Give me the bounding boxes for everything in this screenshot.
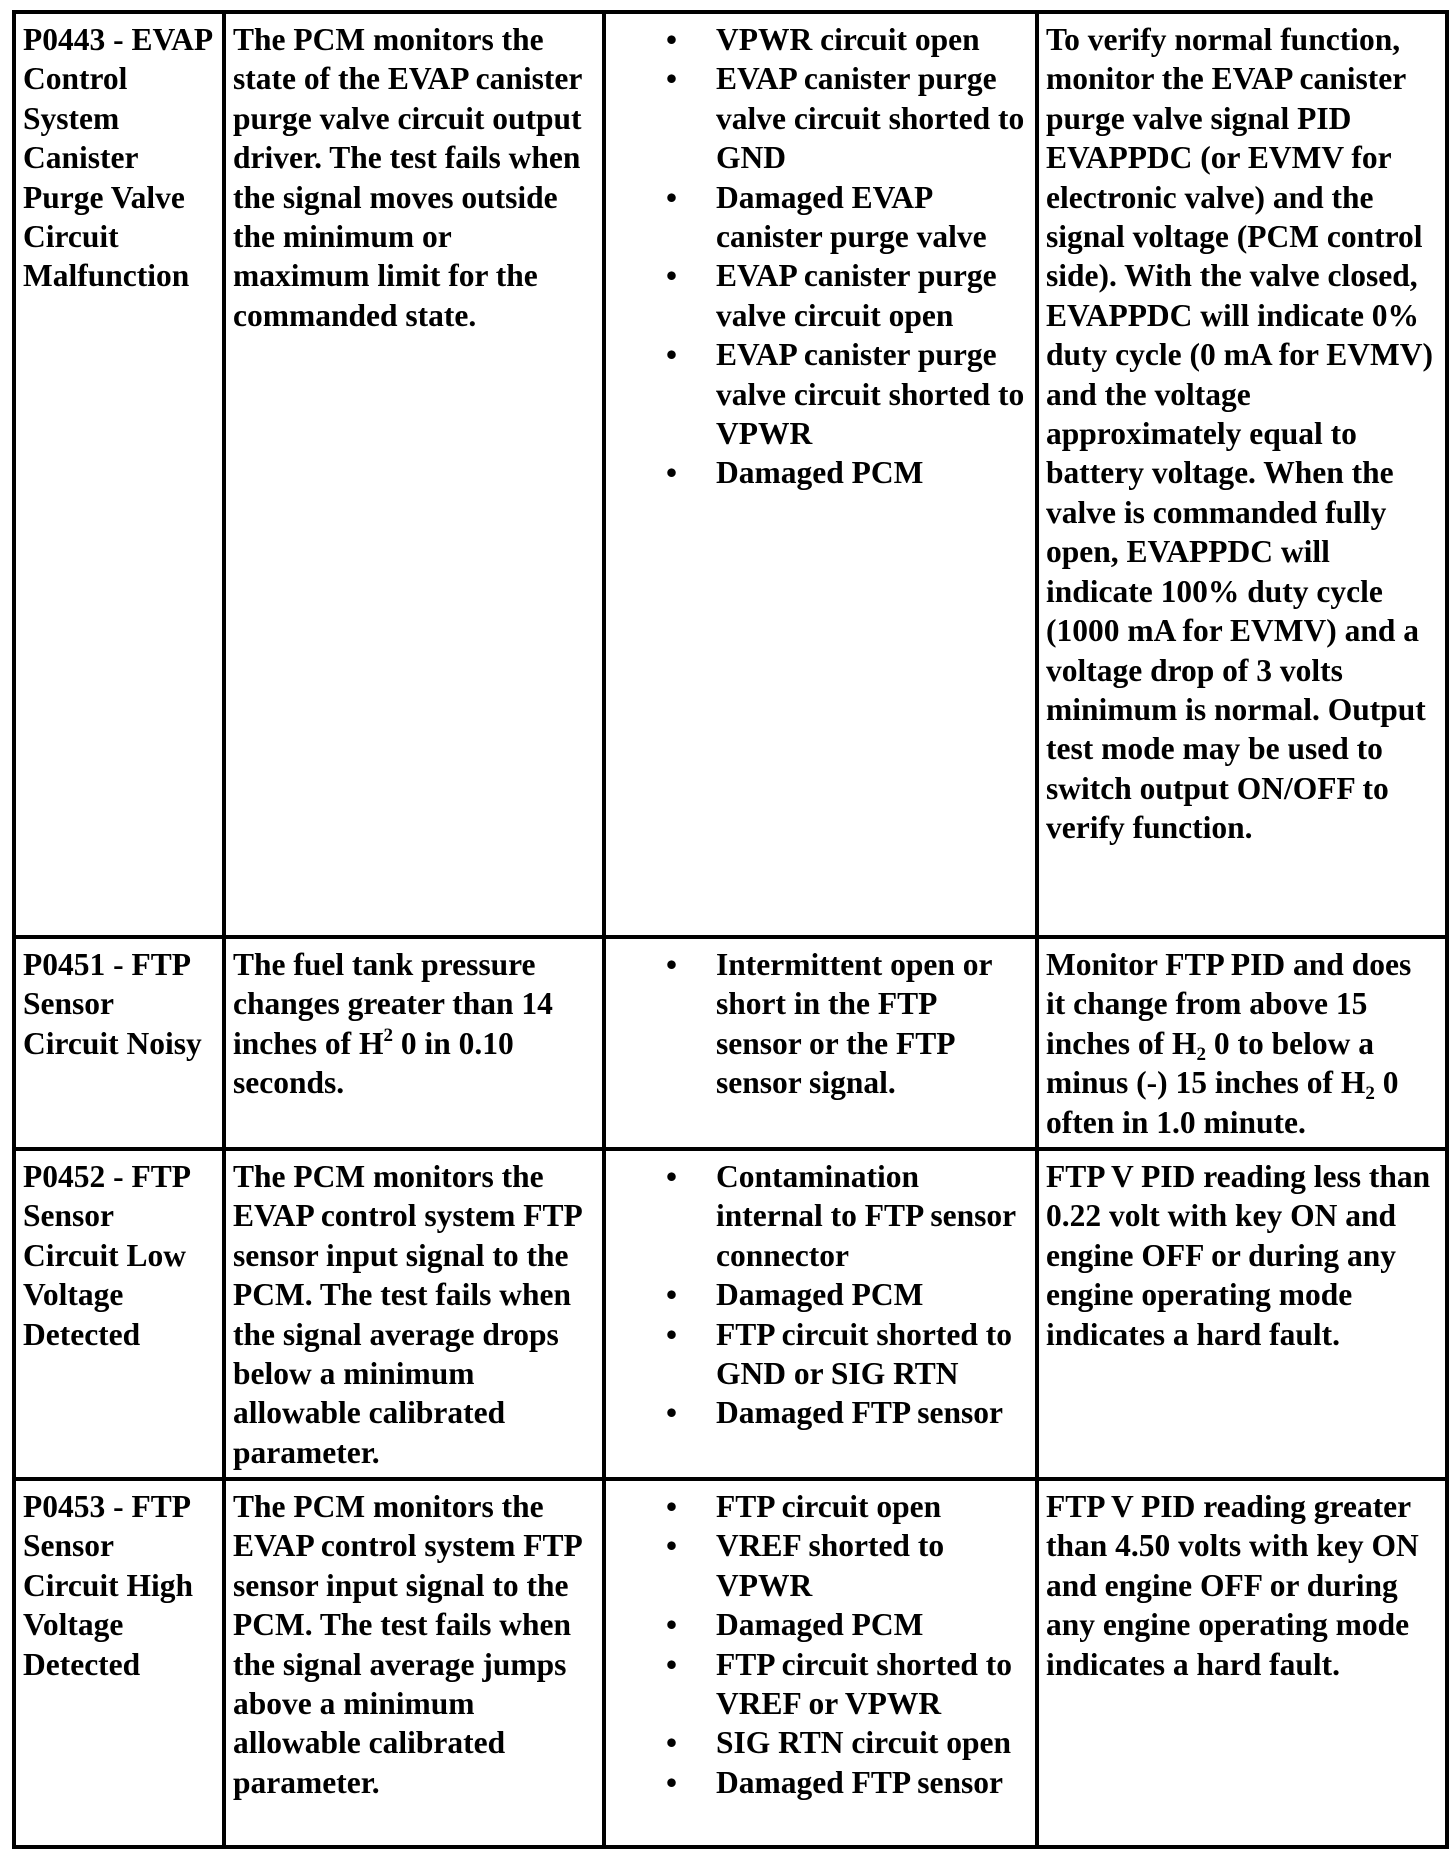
cause-item: • Damaged PCM	[716, 453, 1028, 492]
description-cell	[224, 937, 604, 1149]
diagnostic-action-cell	[1037, 1149, 1447, 1479]
cause-item: • Damaged FTP sensor	[716, 1763, 1028, 1802]
diagnostic-action-cell	[1037, 12, 1447, 937]
description-text	[233, 945, 595, 1103]
cause-item: • Damaged FTP sensor	[716, 1393, 1028, 1432]
dtc-code-cell	[14, 937, 224, 1149]
dtc-table	[12, 10, 1449, 1849]
cause-item: • VREF shorted to VPWR	[716, 1526, 1028, 1605]
cause-item: • FTP circuit open	[716, 1487, 1028, 1526]
cause-item: • FTP circuit shorted to GND or SIG RTN	[716, 1315, 1028, 1394]
diagnostic-action-cell	[1037, 1479, 1447, 1847]
table-row	[14, 1149, 1447, 1479]
dtc-code: P0452 - FTP Sensor Circuit Low Voltage Detected	[23, 1159, 190, 1352]
dtc-code: P0443 - EVAP Control System Canister Purge Valve Circuit Malfunction	[23, 22, 212, 294]
dtc-code: P0453 - FTP Sensor Circuit High Voltage Detected	[23, 1489, 194, 1682]
diagnostic-action-text: To verify normal function, monitor the EVAP canister purge valve signal PID EVAPPDC (or EVMV for electronic valve) and the signal voltage (PCM control side). With the valve closed, EVAPPDC will indicate 0% duty cycle (0 mA for EVMV) and the voltage approximately equal to battery voltage. When the valve is commanded fully open, EVAPPDC will indicate 100% duty cycle (1000 mA for EVMV) and a voltage drop of 3 volts minimum is normal. Output test mode may be used to switch output ON/OFF to verify function.	[1046, 22, 1433, 846]
description-cell	[224, 12, 604, 937]
dtc-code: P0451 - FTP Sensor Circuit Noisy	[23, 947, 202, 1061]
superscript-2: 2	[383, 1024, 394, 1046]
diagnostic-action-text: FTP V PID reading greater than 4.50 volts with key ON and engine OFF or during any engine operating mode indicates a hard fault.	[1046, 1489, 1419, 1682]
description-text-part: 0 in 0.10 seconds.	[233, 1025, 514, 1101]
cause-item: • FTP circuit shorted to VREF or VPWR	[716, 1645, 1028, 1724]
cause-item: • EVAP canister purge valve circuit open	[716, 256, 1028, 335]
description-text: The PCM monitors the state of the EVAP canister purge valve circuit output driver. The test fails when the signal moves outside the minimum or maximum limit for the commanded state.	[233, 22, 582, 333]
table-row	[14, 1479, 1447, 1847]
possible-causes-list	[606, 20, 1028, 493]
possible-causes-list	[606, 1157, 1028, 1433]
description-cell	[224, 1479, 604, 1847]
description-text: The PCM monitors the EVAP control system FTP sensor input signal to the PCM. The test fails when the signal average jumps above a minimum allowable calibrated parameter.	[233, 1489, 581, 1800]
cause-item: • Damaged PCM	[716, 1275, 1028, 1314]
action-text-part: 0 often in 1.0 minute.	[1046, 1065, 1399, 1140]
table-row	[14, 937, 1447, 1149]
possible-causes-cell	[604, 1479, 1037, 1847]
diagnostic-action-text	[1046, 945, 1438, 1142]
possible-causes-list	[606, 1487, 1028, 1802]
subscript-2: 2	[1196, 1043, 1207, 1065]
cause-item: • Damaged EVAP canister purge valve	[716, 178, 1028, 257]
cause-item: • EVAP canister purge valve circuit shorted to VPWR	[716, 335, 1028, 453]
possible-causes-cell	[604, 1149, 1037, 1479]
diagnostic-action-cell	[1037, 937, 1447, 1149]
possible-causes-cell	[604, 937, 1037, 1149]
possible-causes-list	[606, 945, 1028, 1103]
diagnostic-action-text: FTP V PID reading less than 0.22 volt with key ON and engine OFF or during any engine operating mode indicates a hard fault.	[1046, 1159, 1431, 1352]
action-text-part: 0 to below a minus (-) 15 inches of H	[1046, 1025, 1375, 1101]
subscript-2: 2	[1365, 1083, 1375, 1105]
dtc-code-cell	[14, 12, 224, 937]
cause-item: • SIG RTN circuit open	[716, 1723, 1028, 1762]
cause-item: • EVAP canister purge valve circuit shorted to GND	[716, 59, 1028, 177]
table-row	[14, 12, 1447, 937]
dtc-code-cell	[14, 1479, 224, 1847]
description-text: The PCM monitors the EVAP control system FTP sensor input signal to the PCM. The test fails when the signal average drops below a minimum allowable calibrated parameter.	[233, 1159, 581, 1470]
description-cell	[224, 1149, 604, 1479]
cause-item: • Damaged PCM	[716, 1605, 1028, 1644]
possible-causes-cell	[604, 12, 1037, 937]
action-text-part: Monitor FTP PID and does it change from above 15 inches of H	[1046, 947, 1412, 1061]
dtc-code-cell	[14, 1149, 224, 1479]
cause-item: • Contamination internal to FTP sensor connector	[716, 1157, 1028, 1275]
cause-item: • VPWR circuit open	[716, 20, 1028, 59]
description-text-part: The fuel tank pressure changes greater than 14 inches of H	[233, 947, 553, 1061]
cause-item: • Intermittent open or short in the FTP sensor or the FTP sensor signal.	[716, 945, 1028, 1103]
